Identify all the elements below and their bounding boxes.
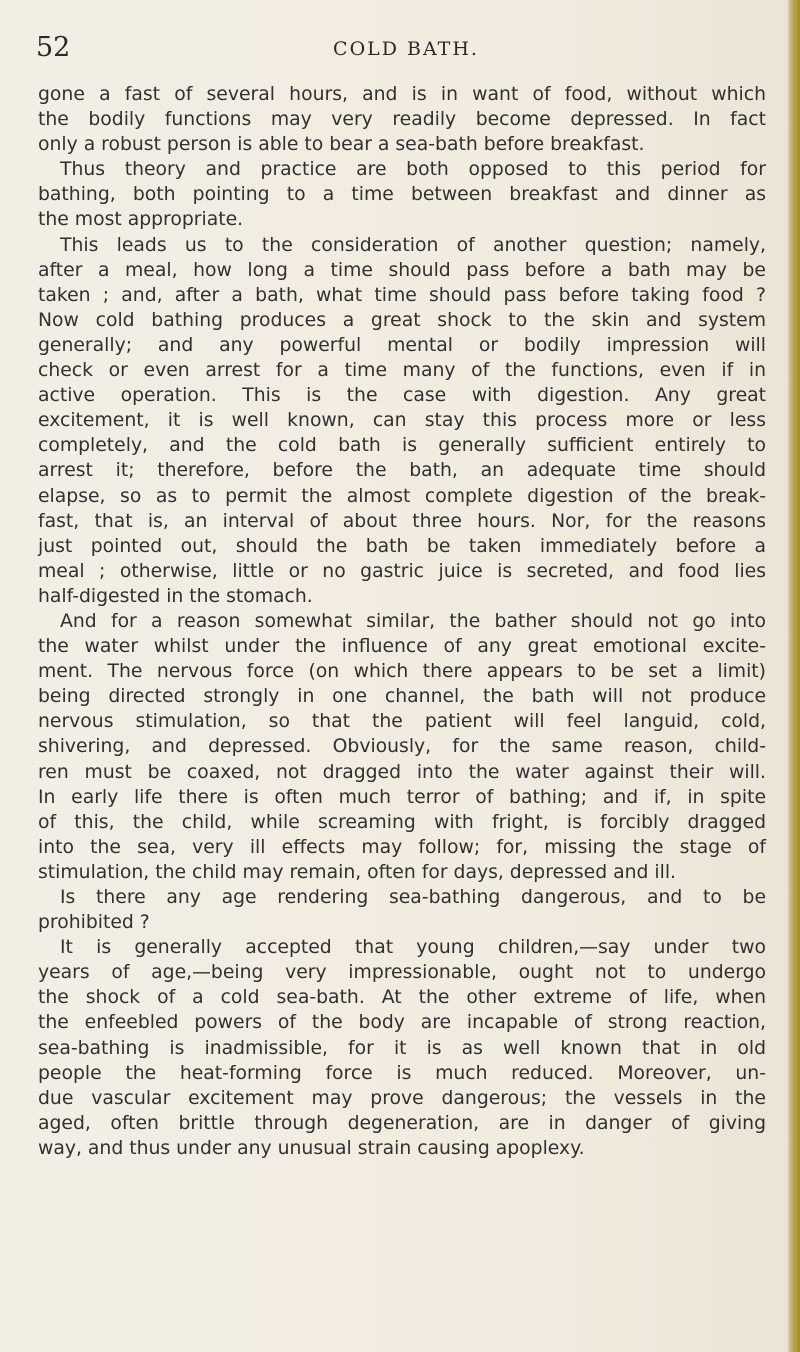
text-line: generally; and any powerful mental or bodily impression will <box>38 334 766 356</box>
text-line: into the sea, very ill effects may follow; for, missing the stage of <box>38 836 766 858</box>
text-line: just pointed out, should the bath be taken immediately before a <box>38 535 766 557</box>
page-number: 52 <box>36 32 71 63</box>
text-line: the enfeebled powers of the body are incapable of strong reaction, <box>38 1012 766 1034</box>
text-line: It is generally accepted that young children,—say under two <box>60 937 766 959</box>
running-head: COLD BATH. <box>333 38 479 60</box>
text-line: arrest it; therefore, before the bath, an adequate time should <box>38 460 766 482</box>
text-line: fast, that is, an interval of about three hours. Nor, for the reasons <box>38 510 766 532</box>
text-line: only a robust person is able to bear a sea-bath before breakfast. <box>38 134 645 156</box>
text-line: of this, the child, while screaming with fright, is forcibly dragged <box>38 811 766 833</box>
text-line: half-digested in the stomach. <box>38 585 313 607</box>
body-text <box>38 82 766 1161</box>
text-line: active operation. This is the case with digestion. Any great <box>38 385 766 407</box>
page-header <box>36 32 776 72</box>
text-line: In early life there is often much terror of bathing; and if, in spite <box>38 786 766 808</box>
text-line: sea-bathing is inadmissible, for it is as well known that in old <box>38 1037 766 1059</box>
text-line: the water whilst under the influence of any great emotional excite- <box>38 636 766 658</box>
text-line: excitement, it is well known, can stay this process more or less <box>38 410 766 432</box>
text-line: the bodily functions may very readily become depressed. In fact <box>38 109 766 131</box>
text-line: Thus theory and practice are both opposed to this period for <box>60 159 766 181</box>
text-line: way, and thus under any unusual strain causing apoplexy. <box>38 1137 585 1159</box>
text-line: people the heat-forming force is much reduced. Moreover, un- <box>38 1062 766 1084</box>
text-line: taken ; and, after a bath, what time should pass before taking food ? <box>38 284 766 306</box>
text-line: years of age,—being very impressionable, ought not to undergo <box>38 962 766 984</box>
text-line: ment. The nervous force (on which there appears to be set a limit) <box>38 661 766 683</box>
text-line: stimulation, the child may remain, often for days, depressed and ill. <box>38 861 677 883</box>
text-line: bathing, both pointing to a time between breakfast and dinner as <box>38 184 766 206</box>
page-gilt-edge <box>788 0 800 1352</box>
text-line: And for a reason somewhat similar, the bather should not go into <box>60 610 766 632</box>
text-line: the most appropriate. <box>38 209 244 231</box>
text-line: aged, often brittle through degeneration, are in danger of giving <box>38 1112 766 1134</box>
text-line: ren must be coaxed, not dragged into the water against their will. <box>38 761 766 783</box>
text-line: prohibited ? <box>38 912 150 934</box>
text-line: check or even arrest for a time many of the functions, even if in <box>38 360 766 382</box>
text-line: completely, and the cold bath is generally sufficient entirely to <box>38 435 766 457</box>
text-line: This leads us to the consideration of another question; namely, <box>60 234 766 256</box>
text-line: nervous stimulation, so that the patient will feel languid, cold, <box>38 711 766 733</box>
text-line: Now cold bathing produces a great shock to the skin and system <box>38 309 766 331</box>
text-line: shivering, and depressed. Obviously, for the same reason, child- <box>38 736 766 758</box>
text-line: being directed strongly in one channel, the bath will not produce <box>38 686 766 708</box>
text-line: the shock of a cold sea-bath. At the other extreme of life, when <box>38 987 766 1009</box>
text-line: after a meal, how long a time should pass before a bath may be <box>38 259 766 281</box>
text-line: gone a fast of several hours, and is in want of food, without which <box>38 84 766 105</box>
text-line: elapse, so as to permit the almost complete digestion of the break- <box>38 485 766 507</box>
text-line: due vascular excitement may prove dangerous; the vessels in the <box>38 1087 766 1109</box>
text-line: meal ; otherwise, little or no gastric juice is secreted, and food lies <box>38 560 766 582</box>
text-line: Is there any age rendering sea-bathing dangerous, and to be <box>60 887 766 908</box>
